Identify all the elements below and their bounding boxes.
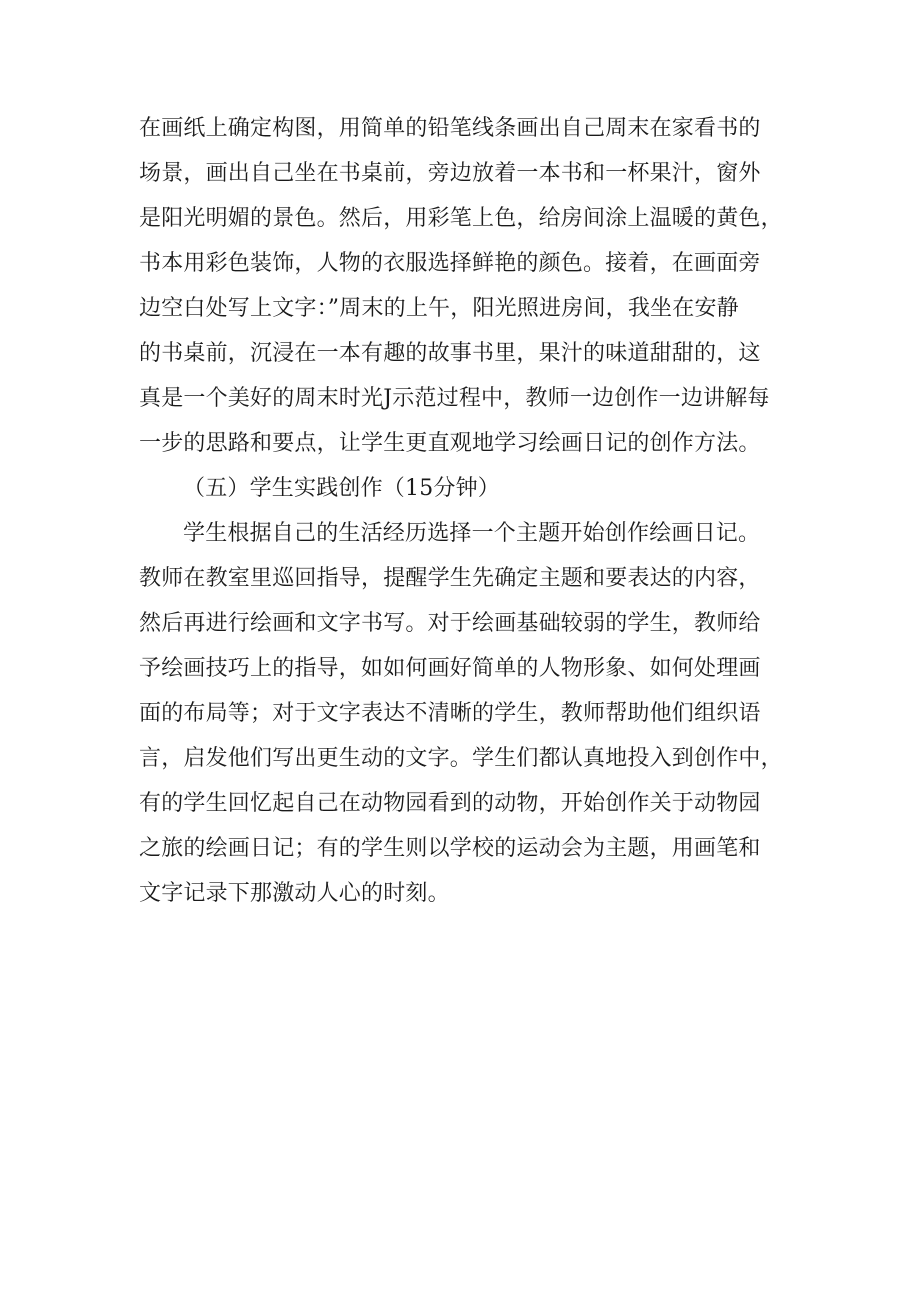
section-heading: （五）学生实践创作（15分钟） xyxy=(183,476,500,501)
paragraph-line: 教师在教室里巡回指导，提醒学生先确定主题和要表达的内容， xyxy=(139,566,761,591)
paragraph-line: 场景，画出自己坐在书桌前，旁边放着一本书和一杯果汁，窗外 xyxy=(139,161,761,186)
paragraph-line: 予绘画技巧上的指导，如如何画好简单的人物形象、如何处理画 xyxy=(139,656,761,681)
paragraph-line: 边空白处写上文字：”周末的上午，阳光照进房间，我坐在安静 xyxy=(139,296,739,321)
paragraph-line: 真是一个美好的周末时光J示范过程中，教师一边创作一边讲解每 xyxy=(139,386,770,411)
paragraph-line: 书本用彩色装饰，人物的衣服选择鲜艳的颜色。接着，在画面旁 xyxy=(139,251,761,276)
paragraph-line: 一步的思路和要点，让学生更直观地学习绘画日记的创作方法。 xyxy=(139,431,761,456)
paragraph-line: 的书桌前，沉浸在一本有趣的故事书里，果汁的味道甜甜的，这 xyxy=(139,341,761,366)
paragraph-line: 文字记录下那激动人心的时刻。 xyxy=(139,881,450,906)
paragraph-line: 之旅的绘画日记；有的学生则以学校的运动会为主题，用画笔和 xyxy=(139,836,761,861)
paragraph-line: 有的学生回忆起自己在动物园看到的动物，开始创作关于动物园 xyxy=(139,791,761,816)
paragraph-line: 面的布局等；对于文字表达不清晰的学生，教师帮助他们组织语 xyxy=(139,701,761,726)
paragraph-line: 然后再进行绘画和文字书写。对于绘画基础较弱的学生，教师给 xyxy=(139,611,761,636)
paragraph-line: 学生根据自己的生活经历选择一个主题开始创作绘画日记。 xyxy=(183,521,761,546)
paragraph-line: 在画纸上确定构图，用简单的铅笔线条画出自己周末在家看书的 xyxy=(139,116,761,141)
paragraph-line: 是阳光明媚的景色。然后，用彩笔上色，给房间涂上温暖的黄色， xyxy=(139,206,783,231)
paragraph-line: 言，启发他们写出更生动的文字。学生们都认真地投入到创作中， xyxy=(139,746,783,771)
